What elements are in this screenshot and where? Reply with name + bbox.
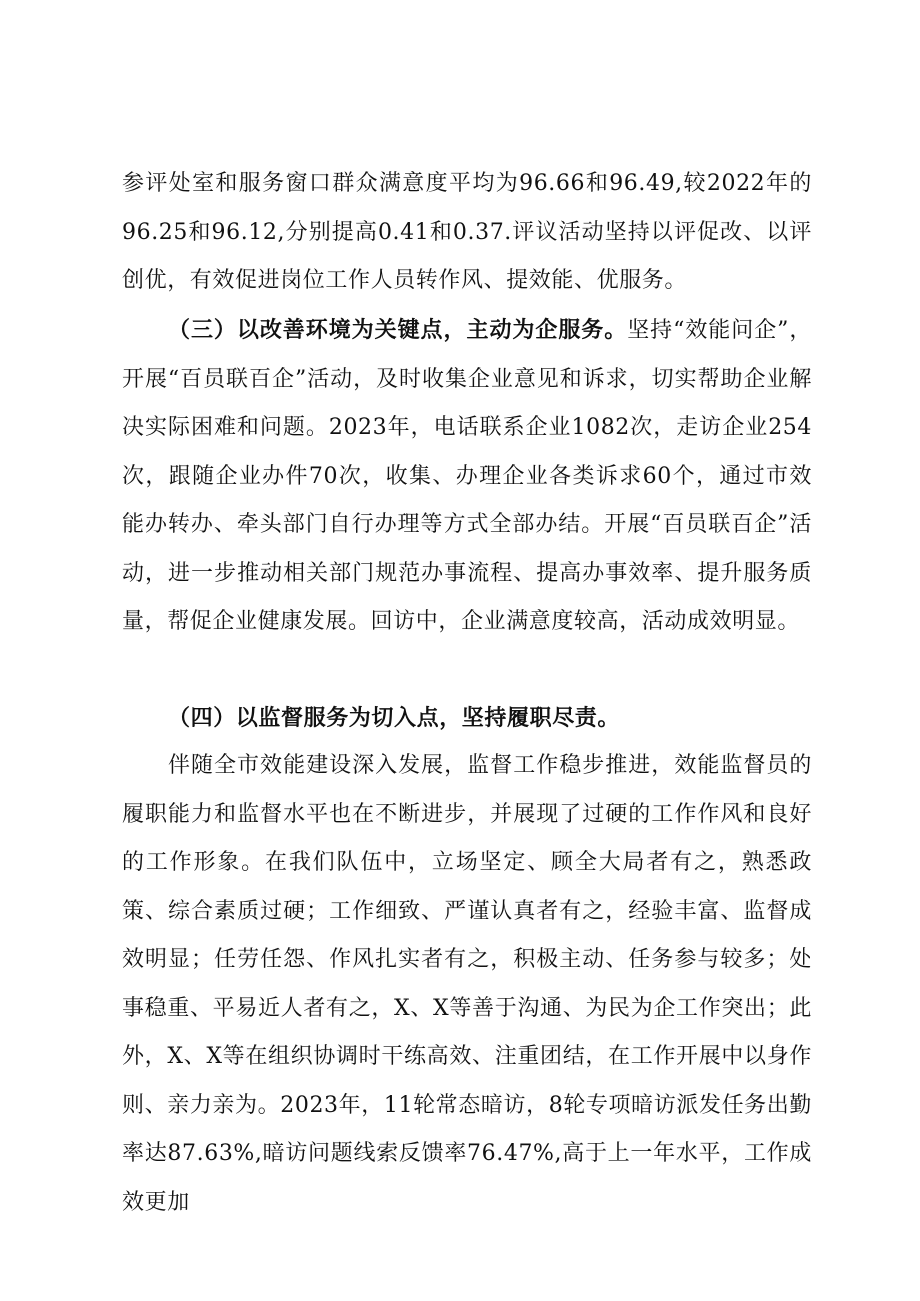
paragraph-text: 参评处室和服务窗口群众满意度平均为96.66和96.49,较2022年的96.25和96.12,分别提高0.41和0.37.评议活动坚持以评促改、以评创优，有效促进岗位工作人员转作风、提效能、优服务。 [122,171,812,293]
paragraph-section-four [122,694,812,744]
section-heading-three: （三）以改善环境为关键点，主动为企服务。 [168,317,628,343]
paragraph-section-three [122,306,812,647]
section-heading-four: （四）以监督服务为切入点，坚持履职尽责。 [168,705,621,731]
paragraph-supervision-work [122,742,812,1227]
paragraph-satisfaction-results [122,160,812,306]
paragraph-text: 坚持“效能问企”，开展“百员联百企”活动，及时收集企业意见和诉求，切实帮助企业解决实际困难和问题。2023年，电话联系企业1082次，走访企业254次，跟随企业办件70次，收集、办理企业各类诉求60个，通过市效能办转办、牵头部门自行办理等方式全部办结。开展“百员联百企”活动，进一步推动相关部门规范办事流程、提高办事效率、提升服务质量，帮促企业健康发展。回访中，企业满意度较高，活动成效明显。 [122,318,812,634]
paragraph-text: 伴随全市效能建设深入发展，监督工作稳步推进，效能监督员的履职能力和监督水平也在不断进步，并展现了过硬的工作作风和良好的工作形象。在我们队伍中，立场坚定、顾全大局者有之，熟悉政策、综合素质过硬；工作细致、严谨认真者有之，经验丰富、监督成效明显；任劳任怨、作风扎实者有之，积极主动、任务参与较多；处事稳重、平易近人者有之，X、X等善于沟通、为民为企工作突出；此外，X、X等在组织协调时干练高效、注重团结，在工作开展中以身作则、亲力亲为。2023年，11轮常态暗访，8轮专项暗访派发任务出勤率达87.63%,暗访问题线索反馈率76.47%,高于上一年水平，工作成效更加 [122,753,812,1215]
